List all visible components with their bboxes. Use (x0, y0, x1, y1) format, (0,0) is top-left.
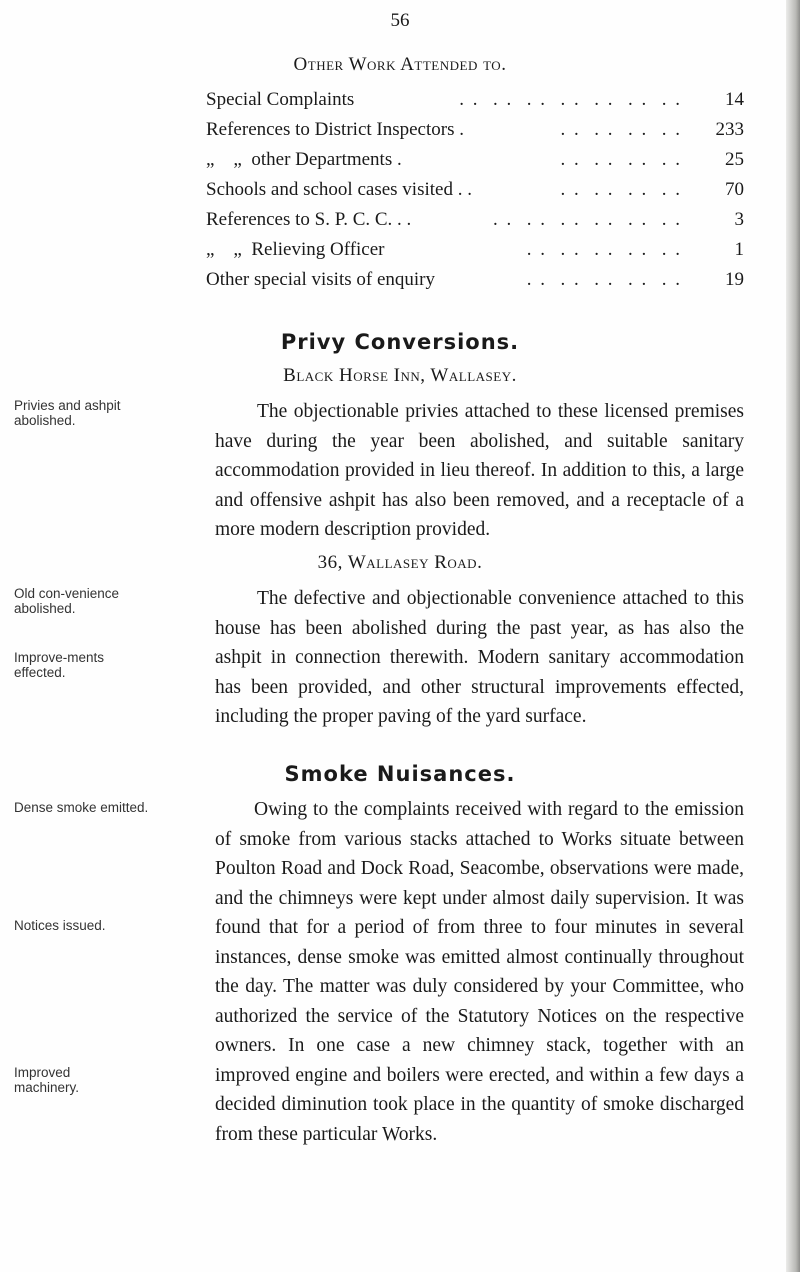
row-leader: . . . . . . . . . . . . (493, 209, 682, 230)
row-leader: . . . . . . . . (560, 179, 682, 200)
row-value: 19 (725, 269, 744, 290)
table-row (206, 176, 744, 204)
margin-note-improvements: Improve-ments effected. (14, 650, 105, 680)
other-work-heading: Other Work Attended to. (293, 54, 507, 75)
row-label: References to District Inspectors . (206, 119, 464, 140)
smoke-nuisances-heading: Smoke Nuisances. (284, 762, 516, 786)
row-value: 70 (725, 179, 744, 200)
table-row (206, 146, 744, 174)
row-leader: . . . . . . . . (560, 149, 682, 170)
row-value: 1 (734, 239, 744, 260)
row-leader: . . . . . . . . . . (526, 239, 682, 260)
smoke-paragraph: Owing to the complaints received with regard to the emission of smoke from various stacks attached to Works situate between Poulton Road and Dock Road, Seacombe, observations were made, and the chimneys were kept under almost daily supervision. It was found that for a period of from three to four minutes in several instances, dense smoke was emitted almost continually throughout the day. The matter was duly considered by your Committee, who authorized the service of the Statutory Notices on the respective owners. In one case a new chimney stack, together with an improved engine and boilers were erected, and within a few days a decided diminution took place in the quantity of smoke discharged from these particular Works. (215, 799, 744, 1145)
row-label: Schools and school cases visited . . (206, 179, 472, 200)
row-label: „ „ other Departments . (206, 149, 402, 170)
row-leader: . . . . . . . . . . . . . . (459, 89, 682, 110)
page-number: 56 (390, 10, 410, 31)
table-row (206, 86, 744, 114)
table-row (206, 116, 744, 144)
row-value: 25 (725, 149, 744, 170)
row-label: „ „ Relieving Officer (206, 239, 385, 260)
margin-note-convenience: Old con-venience abolished. (14, 586, 120, 616)
row-value: 233 (715, 119, 744, 140)
margin-note-notices: Notices issued. (14, 918, 106, 933)
privy-paragraph-1: The objectionable privies attached to these licensed premises have during the year been abolished, and suitable sanitary accommodation provided in lieu thereof. In addition to this, a large and offensive ashpit has also been removed, and a receptacle of a more modern description provided. (215, 401, 744, 540)
margin-note-dense-smoke: Dense smoke emitted. (14, 800, 149, 815)
page-edge (786, 0, 800, 1272)
table-row (206, 266, 744, 294)
row-leader: . . . . . . . . . . (526, 269, 682, 290)
margin-note-privies: Privies and ashpit abolished. (14, 398, 121, 428)
wallasey-road-subheading: 36, Wallasey Road. (317, 552, 483, 573)
row-label: Special Complaints (206, 89, 355, 110)
privy-conversions-heading: Privy Conversions. (280, 330, 520, 354)
row-leader: . . . . . . . . (560, 119, 682, 140)
table-row (206, 236, 744, 264)
privy-paragraph-2: The defective and objectionable convenience attached to this house has been abolished during the past year, as has also the ashpit in connection therewith. Modern sanitary accommodation has been provided, and other structural improvements effected, including the proper paving of the yard surface. (215, 588, 744, 727)
row-value: 3 (734, 209, 744, 230)
table-row (206, 206, 744, 234)
margin-note-machinery: Improved machinery. (14, 1065, 80, 1095)
row-label: References to S. P. C. C. . . (206, 209, 412, 230)
row-value: 14 (725, 89, 744, 110)
row-label: Other special visits of enquiry (206, 269, 436, 290)
black-horse-inn-subheading: Black Horse Inn, Wallasey. (283, 365, 517, 386)
